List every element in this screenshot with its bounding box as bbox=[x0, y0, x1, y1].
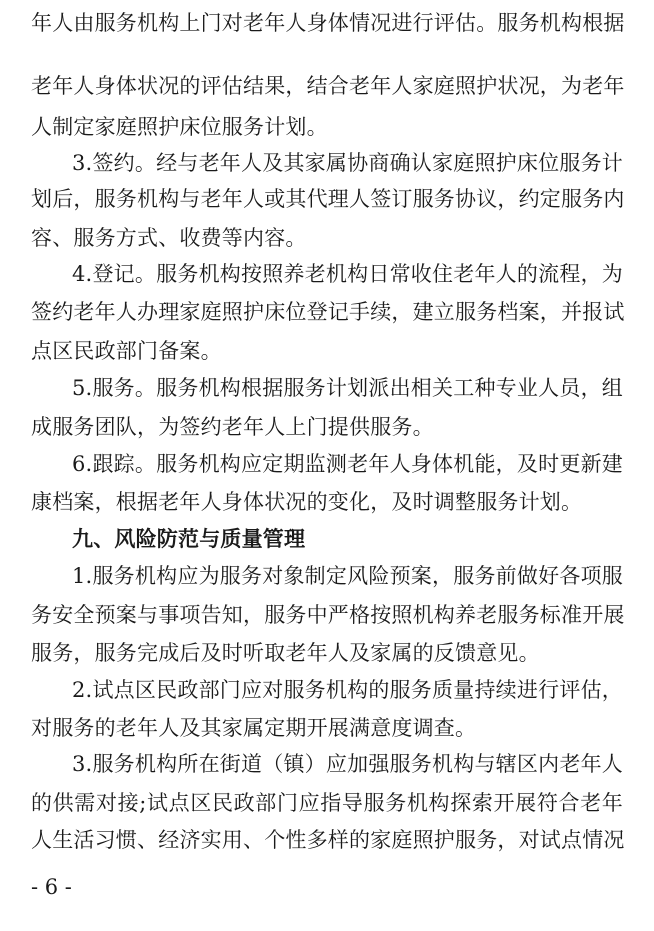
page-number: - 6 - bbox=[31, 875, 72, 899]
paragraph-start-line: 6.跟踪。服务机构应定期监测老年人身体机能，及时更新建 bbox=[72, 452, 623, 476]
paragraph-start-line: 2.试点区民政部门应对服务机构的服务质量持续进行评估， bbox=[72, 678, 623, 702]
body-text-line: 签约老年人办理家庭照护床位登记手续，建立服务档案，并报试 bbox=[31, 300, 625, 324]
body-text-line: 成服务团队，为签约老年人上门提供服务。 bbox=[31, 415, 434, 439]
body-text-line: 康档案，根据老年人身体状况的变化，及时调整服务计划。 bbox=[31, 490, 583, 514]
paragraph-start-line: 1.服务机构应为服务对象制定风险预案，服务前做好各项服 bbox=[72, 564, 623, 588]
body-text-line: 点区民政部门备案。 bbox=[31, 339, 222, 363]
paragraph-start-line: 5.服务。服务机构根据服务计划派出相关工种专业人员，组 bbox=[72, 376, 623, 400]
paragraph-start-line: 3.签约。经与老年人及其家属协商确认家庭照护床位服务计 bbox=[72, 151, 623, 175]
body-text-line: 年人由服务机构上门对老年人身体情况进行评估。服务机构根据 bbox=[31, 11, 625, 35]
body-text-line: 的供需对接;试点区民政部门应指导服务机构探索开展符合老年 bbox=[31, 791, 623, 815]
paragraph-start-line: 4.登记。服务机构按照养老机构日常收住老年人的流程，为 bbox=[72, 262, 623, 286]
body-text-line: 人生活习惯、经济实用、个性多样的家庭照护服务，对试点情况 bbox=[31, 828, 625, 852]
body-text-line: 划后，服务机构与老年人或其代理人签订服务协议，约定服务内 bbox=[31, 187, 625, 211]
paragraph-start-line: 3.服务机构所在街道（镇）应加强服务机构与辖区内老年人 bbox=[72, 752, 623, 776]
body-text-line: 容、服务方式、收费等内容。 bbox=[31, 226, 307, 250]
body-text-line: 老年人身体状况的评估结果，结合老年人家庭照护状况，为老年 bbox=[31, 74, 625, 98]
body-text-line: 人制定家庭照护床位服务计划。 bbox=[31, 115, 328, 139]
section-heading: 九、风险防范与质量管理 bbox=[72, 527, 306, 551]
body-text-line: 服务，服务完成后及时听取老年人及家属的反馈意见。 bbox=[31, 641, 540, 665]
body-text-line: 务安全预案与事项告知，服务中严格按照机构养老服务标准开展 bbox=[31, 603, 625, 627]
body-text-line: 对服务的老年人及其家属定期开展满意度调查。 bbox=[31, 716, 477, 740]
